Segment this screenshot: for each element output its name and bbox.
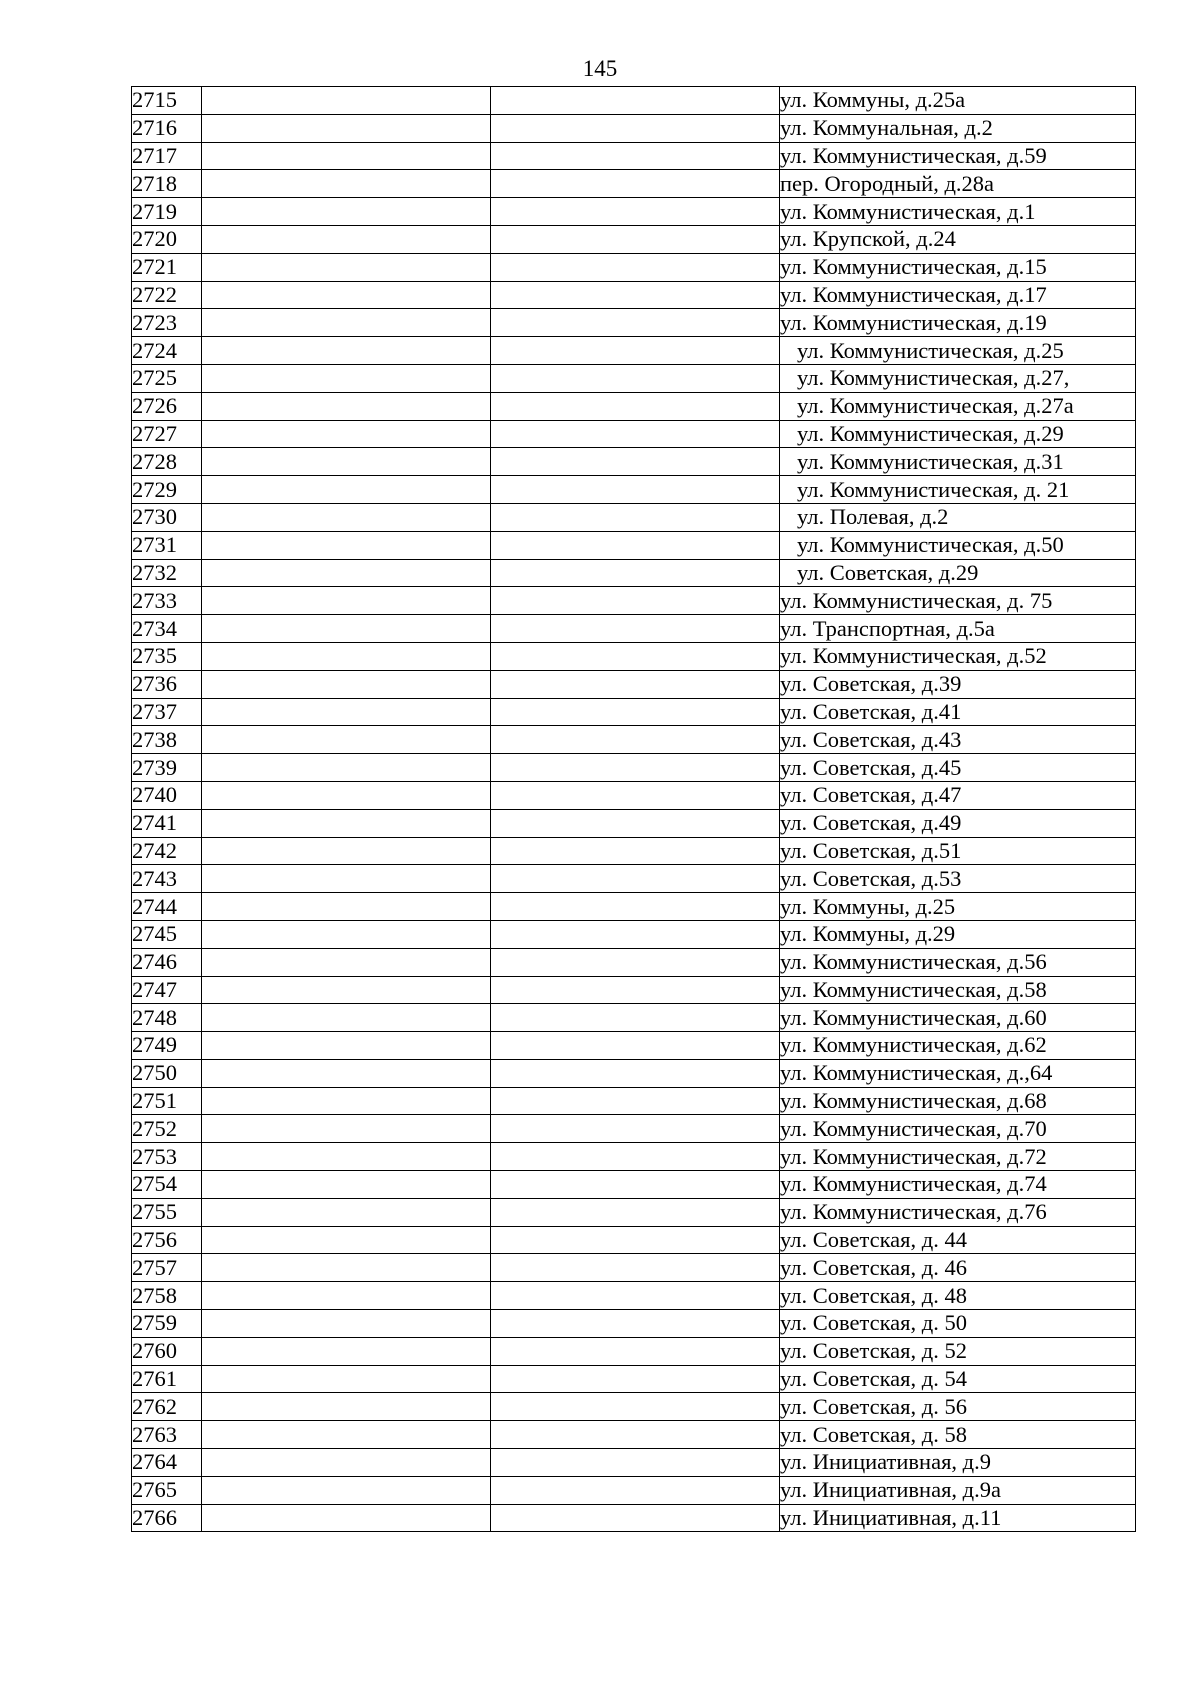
table-row	[132, 1059, 1136, 1087]
table-row	[132, 893, 1136, 921]
row-number: 2749	[132, 1032, 202, 1060]
empty-cell	[202, 559, 491, 587]
row-number: 2740	[132, 781, 202, 809]
table-row	[132, 1476, 1136, 1504]
address-cell: ул. Крупской, д.24	[780, 225, 1136, 253]
empty-cell	[202, 1004, 491, 1032]
row-number: 2765	[132, 1476, 202, 1504]
row-number: 2763	[132, 1421, 202, 1449]
empty-cell	[491, 114, 780, 142]
empty-cell	[491, 1282, 780, 1310]
empty-cell	[202, 1449, 491, 1477]
address-cell: ул. Советская, д. 44	[780, 1226, 1136, 1254]
empty-cell	[202, 1226, 491, 1254]
address-cell: ул. Советская, д. 48	[780, 1282, 1136, 1310]
empty-cell	[491, 225, 780, 253]
row-number: 2729	[132, 476, 202, 504]
empty-cell	[491, 1226, 780, 1254]
empty-cell	[202, 87, 491, 115]
table-row	[132, 309, 1136, 337]
empty-cell	[202, 503, 491, 531]
table-row	[132, 642, 1136, 670]
row-number: 2738	[132, 726, 202, 754]
row-number: 2764	[132, 1449, 202, 1477]
address-cell: ул. Коммуны, д.25а	[780, 87, 1136, 115]
empty-cell	[491, 1004, 780, 1032]
empty-cell	[491, 1171, 780, 1199]
address-cell: ул. Коммуны, д.25	[780, 893, 1136, 921]
empty-cell	[491, 503, 780, 531]
empty-cell	[202, 1143, 491, 1171]
address-cell: ул. Советская, д.51	[780, 837, 1136, 865]
table-row	[132, 948, 1136, 976]
empty-cell	[491, 559, 780, 587]
address-cell: ул. Коммунистическая, д.19	[780, 309, 1136, 337]
empty-cell	[202, 1476, 491, 1504]
empty-cell	[202, 976, 491, 1004]
address-cell: ул. Советская, д.47	[780, 781, 1136, 809]
empty-cell	[202, 1337, 491, 1365]
table-row	[132, 865, 1136, 893]
empty-cell	[491, 309, 780, 337]
empty-cell	[202, 726, 491, 754]
empty-cell	[491, 642, 780, 670]
empty-cell	[491, 1198, 780, 1226]
address-cell: ул. Полевая, д.2	[780, 503, 1136, 531]
table-row	[132, 1421, 1136, 1449]
address-cell: ул. Коммунистическая, д.62	[780, 1032, 1136, 1060]
empty-cell	[202, 225, 491, 253]
table-row	[132, 1393, 1136, 1421]
table-row	[132, 1282, 1136, 1310]
address-cell: ул. Советская, д. 52	[780, 1337, 1136, 1365]
table-row	[132, 1254, 1136, 1282]
address-cell: ул. Советская, д.39	[780, 670, 1136, 698]
row-number: 2737	[132, 698, 202, 726]
address-cell: ул. Коммунистическая, д.27а	[780, 392, 1136, 420]
empty-cell	[491, 364, 780, 392]
empty-cell	[491, 392, 780, 420]
address-cell: ул. Коммунистическая, д.68	[780, 1087, 1136, 1115]
address-cell: ул. Коммунистическая, д.60	[780, 1004, 1136, 1032]
table-row	[132, 698, 1136, 726]
empty-cell	[491, 1254, 780, 1282]
table-row	[132, 503, 1136, 531]
row-number: 2755	[132, 1198, 202, 1226]
row-number: 2760	[132, 1337, 202, 1365]
address-cell: ул. Коммунистическая, д.15	[780, 253, 1136, 281]
row-number: 2758	[132, 1282, 202, 1310]
table-row	[132, 253, 1136, 281]
row-number: 2766	[132, 1504, 202, 1532]
address-cell: ул. Коммунистическая, д.72	[780, 1143, 1136, 1171]
address-cell: ул. Коммунистическая, д.74	[780, 1171, 1136, 1199]
address-cell: ул. Инициативная, д.9а	[780, 1476, 1136, 1504]
address-cell: ул. Советская, д. 50	[780, 1310, 1136, 1338]
address-cell: ул. Коммунистическая, д.59	[780, 142, 1136, 170]
empty-cell	[491, 448, 780, 476]
address-cell: ул. Коммунистическая, д. 75	[780, 587, 1136, 615]
empty-cell	[491, 281, 780, 309]
empty-cell	[202, 1282, 491, 1310]
address-cell: ул. Коммунистическая, д.17	[780, 281, 1136, 309]
empty-cell	[491, 670, 780, 698]
empty-cell	[202, 920, 491, 948]
empty-cell	[491, 920, 780, 948]
row-number: 2748	[132, 1004, 202, 1032]
address-cell: ул. Коммунистическая, д.29	[780, 420, 1136, 448]
row-number: 2717	[132, 142, 202, 170]
row-number: 2745	[132, 920, 202, 948]
address-cell: ул. Коммунистическая, д.1	[780, 198, 1136, 226]
row-number: 2724	[132, 337, 202, 365]
table-row	[132, 337, 1136, 365]
table-row	[132, 920, 1136, 948]
row-number: 2754	[132, 1171, 202, 1199]
table-row	[132, 781, 1136, 809]
address-cell: ул. Советская, д.49	[780, 809, 1136, 837]
table-row	[132, 87, 1136, 115]
address-cell: ул. Транспортная, д.5а	[780, 615, 1136, 643]
empty-cell	[491, 253, 780, 281]
address-cell: ул. Советская, д. 46	[780, 1254, 1136, 1282]
row-number: 2762	[132, 1393, 202, 1421]
address-cell: ул. Коммунистическая, д.,64	[780, 1059, 1136, 1087]
empty-cell	[202, 476, 491, 504]
table-row	[132, 170, 1136, 198]
address-cell: ул. Советская, д.41	[780, 698, 1136, 726]
address-cell: ул. Коммунистическая, д.52	[780, 642, 1136, 670]
empty-cell	[491, 781, 780, 809]
table-row	[132, 1115, 1136, 1143]
empty-cell	[202, 420, 491, 448]
address-table-body	[132, 87, 1136, 1532]
table-row	[132, 1032, 1136, 1060]
empty-cell	[202, 1032, 491, 1060]
table-row	[132, 392, 1136, 420]
empty-cell	[491, 726, 780, 754]
table-row	[132, 1143, 1136, 1171]
address-cell: ул. Коммунистическая, д.76	[780, 1198, 1136, 1226]
table-row	[132, 837, 1136, 865]
address-cell: ул. Коммунистическая, д.27,	[780, 364, 1136, 392]
table-row	[132, 1226, 1136, 1254]
empty-cell	[491, 1393, 780, 1421]
row-number: 2718	[132, 170, 202, 198]
empty-cell	[491, 1087, 780, 1115]
address-cell: ул. Коммунальная, д.2	[780, 114, 1136, 142]
empty-cell	[202, 170, 491, 198]
empty-cell	[491, 1310, 780, 1338]
empty-cell	[202, 698, 491, 726]
empty-cell	[491, 1504, 780, 1532]
empty-cell	[202, 837, 491, 865]
row-number: 2746	[132, 948, 202, 976]
row-number: 2721	[132, 253, 202, 281]
empty-cell	[202, 1254, 491, 1282]
empty-cell	[491, 1421, 780, 1449]
page-number: 145	[582, 56, 618, 81]
row-number: 2742	[132, 837, 202, 865]
address-cell: ул. Советская, д.29	[780, 559, 1136, 587]
row-number: 2743	[132, 865, 202, 893]
table-row	[132, 281, 1136, 309]
row-number: 2720	[132, 225, 202, 253]
empty-cell	[202, 392, 491, 420]
row-number: 2744	[132, 893, 202, 921]
address-cell: ул. Коммуны, д.29	[780, 920, 1136, 948]
empty-cell	[491, 337, 780, 365]
empty-cell	[202, 1393, 491, 1421]
row-number: 2730	[132, 503, 202, 531]
empty-cell	[202, 337, 491, 365]
empty-cell	[491, 809, 780, 837]
empty-cell	[491, 1449, 780, 1477]
empty-cell	[202, 809, 491, 837]
address-cell: ул. Коммунистическая, д.31	[780, 448, 1136, 476]
empty-cell	[491, 198, 780, 226]
row-number: 2715	[132, 87, 202, 115]
empty-cell	[202, 448, 491, 476]
table-row	[132, 1004, 1136, 1032]
row-number: 2728	[132, 448, 202, 476]
address-cell: ул. Советская, д. 58	[780, 1421, 1136, 1449]
empty-cell	[491, 837, 780, 865]
empty-cell	[202, 253, 491, 281]
empty-cell	[491, 170, 780, 198]
empty-cell	[202, 781, 491, 809]
table-row	[132, 726, 1136, 754]
table-row	[132, 1337, 1136, 1365]
empty-cell	[491, 1115, 780, 1143]
table-row	[132, 559, 1136, 587]
table-row	[132, 670, 1136, 698]
row-number: 2759	[132, 1310, 202, 1338]
address-cell: ул. Советская, д. 56	[780, 1393, 1136, 1421]
table-row	[132, 809, 1136, 837]
empty-cell	[491, 1476, 780, 1504]
empty-cell	[202, 642, 491, 670]
table-row	[132, 976, 1136, 1004]
table-row	[132, 225, 1136, 253]
empty-cell	[202, 531, 491, 559]
empty-cell	[202, 615, 491, 643]
empty-cell	[202, 1115, 491, 1143]
empty-cell	[202, 948, 491, 976]
empty-cell	[491, 615, 780, 643]
empty-cell	[202, 198, 491, 226]
row-number: 2725	[132, 364, 202, 392]
table-row	[132, 1449, 1136, 1477]
address-cell: ул. Советская, д.43	[780, 726, 1136, 754]
row-number: 2750	[132, 1059, 202, 1087]
empty-cell	[202, 364, 491, 392]
row-number: 2734	[132, 615, 202, 643]
row-number: 2736	[132, 670, 202, 698]
empty-cell	[491, 587, 780, 615]
row-number: 2735	[132, 642, 202, 670]
row-number: 2726	[132, 392, 202, 420]
address-table	[131, 86, 1136, 1532]
table-row	[132, 114, 1136, 142]
table-row	[132, 1504, 1136, 1532]
address-cell: ул. Советская, д.53	[780, 865, 1136, 893]
address-cell: пер. Огородный, д.28а	[780, 170, 1136, 198]
row-number: 2761	[132, 1365, 202, 1393]
empty-cell	[202, 1059, 491, 1087]
empty-cell	[202, 1421, 491, 1449]
empty-cell	[491, 1032, 780, 1060]
empty-cell	[202, 309, 491, 337]
empty-cell	[202, 1087, 491, 1115]
table-row	[132, 1365, 1136, 1393]
row-number: 2752	[132, 1115, 202, 1143]
table-row	[132, 448, 1136, 476]
table-row	[132, 142, 1136, 170]
address-cell: ул. Советская, д. 54	[780, 1365, 1136, 1393]
table-row	[132, 420, 1136, 448]
table-row	[132, 476, 1136, 504]
empty-cell	[491, 531, 780, 559]
empty-cell	[202, 1504, 491, 1532]
row-number: 2716	[132, 114, 202, 142]
row-number: 2723	[132, 309, 202, 337]
empty-cell	[202, 1310, 491, 1338]
address-cell: ул. Инициативная, д.11	[780, 1504, 1136, 1532]
address-cell: ул. Коммунистическая, д.50	[780, 531, 1136, 559]
row-number: 2753	[132, 1143, 202, 1171]
empty-cell	[491, 893, 780, 921]
address-cell: ул. Инициативная, д.9	[780, 1449, 1136, 1477]
row-number: 2741	[132, 809, 202, 837]
row-number: 2722	[132, 281, 202, 309]
empty-cell	[202, 142, 491, 170]
empty-cell	[202, 1198, 491, 1226]
empty-cell	[202, 865, 491, 893]
table-row	[132, 364, 1136, 392]
empty-cell	[202, 893, 491, 921]
row-number: 2756	[132, 1226, 202, 1254]
row-number: 2751	[132, 1087, 202, 1115]
table-row	[132, 1087, 1136, 1115]
empty-cell	[491, 476, 780, 504]
address-cell: ул. Коммунистическая, д.70	[780, 1115, 1136, 1143]
empty-cell	[491, 865, 780, 893]
table-row	[132, 587, 1136, 615]
row-number: 2747	[132, 976, 202, 1004]
address-cell: ул. Коммунистическая, д.58	[780, 976, 1136, 1004]
empty-cell	[202, 1171, 491, 1199]
table-row	[132, 1198, 1136, 1226]
empty-cell	[202, 754, 491, 782]
empty-cell	[491, 142, 780, 170]
empty-cell	[491, 1365, 780, 1393]
table-row	[132, 615, 1136, 643]
table-row	[132, 754, 1136, 782]
empty-cell	[202, 670, 491, 698]
address-cell: ул. Коммунистическая, д.25	[780, 337, 1136, 365]
address-cell: ул. Коммунистическая, д. 21	[780, 476, 1136, 504]
row-number: 2739	[132, 754, 202, 782]
row-number: 2731	[132, 531, 202, 559]
table-row	[132, 198, 1136, 226]
row-number: 2732	[132, 559, 202, 587]
table-row	[132, 1310, 1136, 1338]
table-row	[132, 531, 1136, 559]
empty-cell	[491, 1143, 780, 1171]
empty-cell	[491, 948, 780, 976]
empty-cell	[202, 114, 491, 142]
row-number: 2719	[132, 198, 202, 226]
row-number: 2757	[132, 1254, 202, 1282]
row-number: 2733	[132, 587, 202, 615]
empty-cell	[491, 1337, 780, 1365]
empty-cell	[491, 87, 780, 115]
empty-cell	[491, 1059, 780, 1087]
address-cell: ул. Советская, д.45	[780, 754, 1136, 782]
table-row	[132, 1171, 1136, 1199]
empty-cell	[491, 698, 780, 726]
empty-cell	[491, 420, 780, 448]
empty-cell	[491, 754, 780, 782]
row-number: 2727	[132, 420, 202, 448]
empty-cell	[202, 1365, 491, 1393]
empty-cell	[491, 976, 780, 1004]
empty-cell	[202, 281, 491, 309]
address-cell: ул. Коммунистическая, д.56	[780, 948, 1136, 976]
empty-cell	[202, 587, 491, 615]
